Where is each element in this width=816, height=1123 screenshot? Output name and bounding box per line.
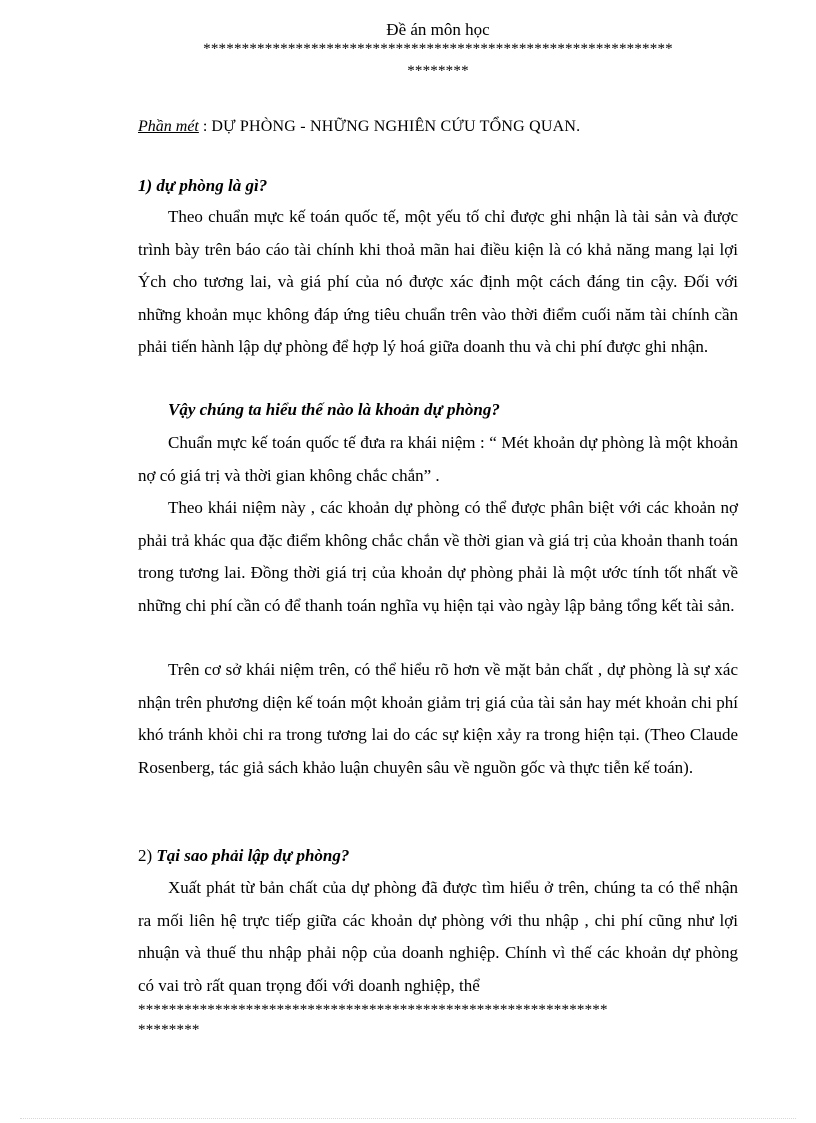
- header-stars-line-2: ********: [407, 63, 469, 79]
- section-1-paragraph-4: Trên cơ sở khái niệm trên, có thể hiểu rõ hơn về mặt bản chất , dự phòng là sự xác nhận trên phương diện kế toán một khoản giảm trị giá của tài sản hay mét khoản chi phí khó tránh khỏi chi ra trong tương lai do các sự kiện xảy ra trong hiện tại. (Theo Claude Rosenberg, tác giả sách khảo luận chuyên sâu về nguồn gốc và thực tiễn kế toán).: [138, 660, 738, 777]
- part-heading: [138, 118, 580, 136]
- section-2-heading: [138, 846, 349, 866]
- part-title: DỰ PHÒNG - NHỮNG NGHIÊN CỨU TỔNG QUAN.: [211, 118, 581, 135]
- footer-stars-line-1: *************************************************************: [138, 1002, 608, 1018]
- part-label: Phần mét: [138, 118, 199, 135]
- header-title: Đề án môn học: [386, 20, 490, 39]
- section-1-paragraph-2: Chuẩn mực kế toán quốc tế đưa ra khái niệm : “ Mét khoản dự phòng là một khoản nợ có giá trị và thời gian không chắc chắn” .: [138, 433, 738, 485]
- header-stars-line-1: *************************************************************: [203, 41, 673, 57]
- section-1-heading: 1) dự phòng là gì?: [138, 176, 268, 195]
- section-1-paragraph-3: Theo khái niệm này , các khoản dự phòng có thể được phân biệt với các khoản nợ phải trả khác qua đặc điểm không chắc chắn về thời gian và giá trị của khoản thanh toán trong tương lai. Đồng thời giá trị của khoản dự phòng phải là một ước tính tốt nhất về những chi phí cần có để thanh toán nghĩa vụ hiện tại vào ngày lập bảng tổng kết tài sản.: [138, 498, 738, 615]
- footer-stars-line-2: ********: [138, 1022, 200, 1038]
- section-1-paragraph-1: Theo chuẩn mực kế toán quốc tế, một yếu tố chỉ được ghi nhận là tài sản và được trình bày trên báo cáo tài chính khi thoả mãn hai điều kiện là có khả năng mang lại lợi Ých cho tương lai, và giá phí của nó được xác định một cách đáng tin cậy. Đối với những khoản mục không đáp ứng tiêu chuẩn trên vào thời điểm cuối năm tài chính cần phải tiến hành lập dự phòng để hợp lý hoá giữa doanh thu và chi phí được ghi nhận.: [138, 207, 738, 356]
- section-2-title: Tại sao phải lập dự phòng?: [156, 846, 350, 865]
- section-1-question: Vậy chúng ta hiểu thế nào là khoản dự phòng?: [168, 400, 500, 419]
- page-bottom-divider: [20, 1118, 796, 1119]
- part-separator: :: [198, 118, 212, 135]
- section-2-number: 2): [138, 846, 153, 865]
- section-2-paragraph-1: Xuất phát từ bản chất của dự phòng đã được tìm hiểu ở trên, chúng ta có thể nhận ra mối liên hệ trực tiếp giữa các khoản dự phòng với thu nhập , chi phí cũng như lợi nhuận và thuế thu nhập phải nộp của doanh nghiệp. Chính vì thế các khoản dự phòng có vai trò rất quan trọng đối với doanh nghiệp, thể: [138, 878, 738, 995]
